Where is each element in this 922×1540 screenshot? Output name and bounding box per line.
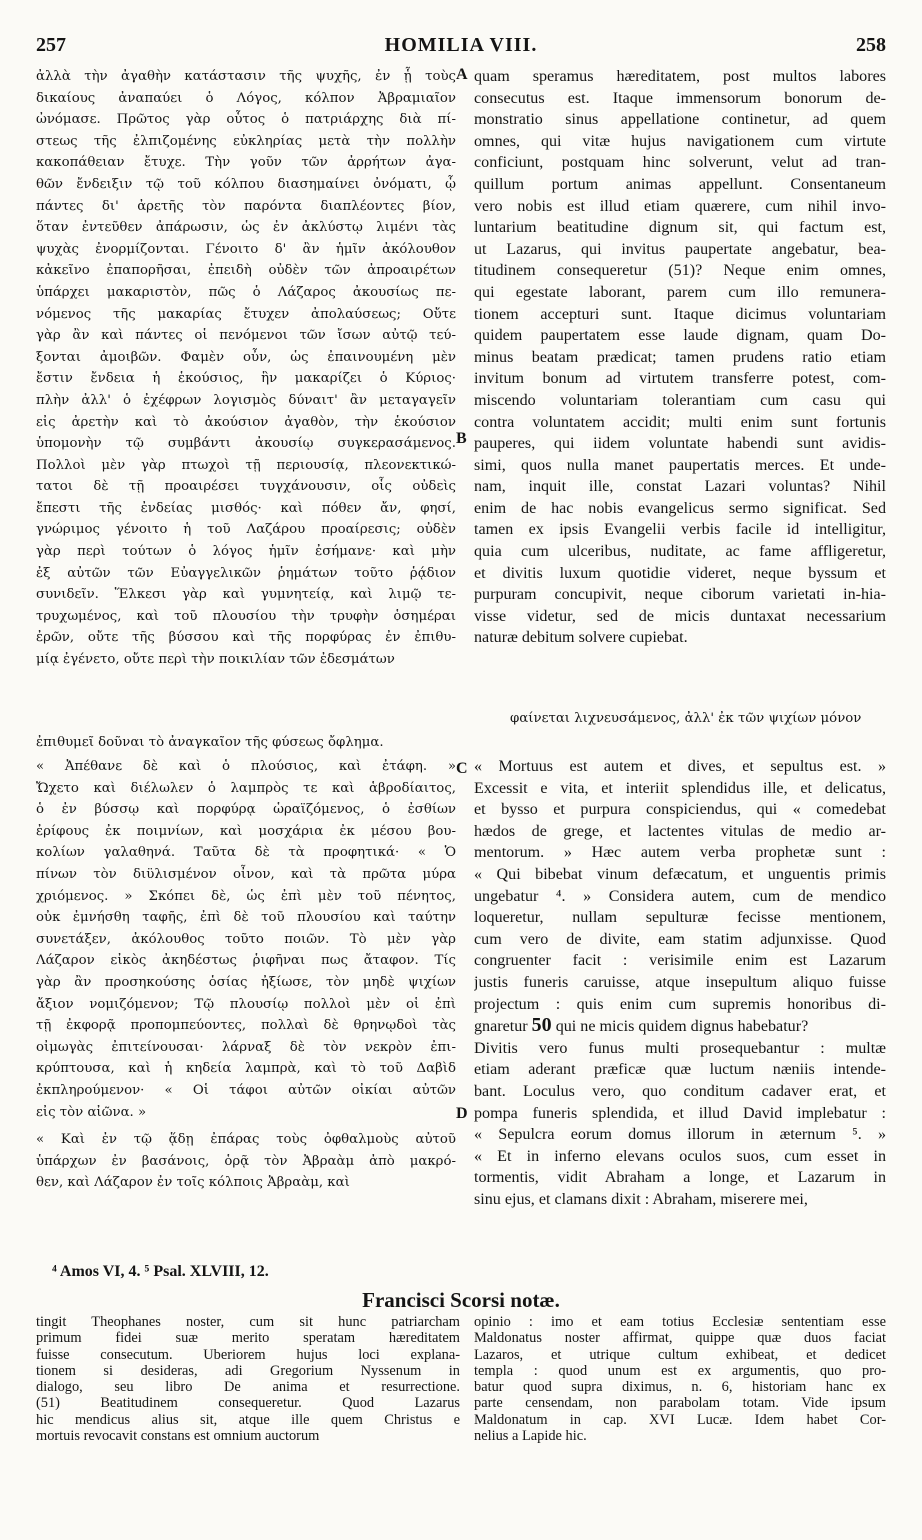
notes-right-line: templa : quod unum est ex argumentis, quo pro- <box>474 1362 886 1379</box>
greek-line: στεως τῆς ἐλπιζομένης εὐκληρίας μετὰ τὴν πολλὴν <box>36 133 456 149</box>
greek2-line: κρύπτουσα, καὶ ἡ κηδεία λαμπρὰ, καὶ τὸ τοῦ Δαβὶδ <box>36 1061 456 1077</box>
notes-left-line: mortuis revocavit constans est omnium auctorum <box>36 1428 320 1445</box>
latin-text-block-2 <box>474 756 886 1015</box>
latin-line: monstratio sinus appellatione continetur, ad quem <box>474 111 886 129</box>
greek3-line: ὑπάρχων ἐν βασάνοις, ὁρᾷ τὸν Ἀβραὰμ ἀπὸ μακρό- <box>36 1153 456 1169</box>
latin-line: vero nobis est illud etiam quærere, cum nihil invo- <box>474 197 886 215</box>
greek-column <box>36 66 456 671</box>
latin-line: simi, quos nulla manet paupertatis merces. Et unde- <box>474 456 886 474</box>
greek3-line: « Καὶ ἐν τῷ ᾅδῃ ἐπάρας τοὺς ὀφθαλμοὺς αὐτοῦ <box>36 1132 456 1147</box>
greek2-line: Λάζαρον εἰκὸς ἀκηδέστως ῥιφῆναι πως ἄταφον. Τίς <box>36 953 456 969</box>
latin2-line: « Qui bibebat vinum defæcatum, et unguentis primis <box>474 865 886 883</box>
margin-letter-b: B <box>456 430 467 447</box>
notes-right-line: nelius a Lapide hic. <box>474 1428 587 1445</box>
greek2-line: Ὤχετο καὶ διέλωλεν ὁ λαμπρὸς τε καὶ ἁβροδίαιτος, <box>36 780 456 796</box>
latin-line: naturæ debitum solvere cupiebat. <box>474 629 688 647</box>
latin2-line: loqueretur, nullam sepulturæ fecisse mentionem, <box>474 909 886 927</box>
latin2-line: tormentis, vidit Abraham a longe, et Lazarum in <box>474 1169 886 1187</box>
latin2-line: sinu ejus, et clamans dixit : Abraham, miserere mei, <box>474 1190 808 1208</box>
notes-right-line: parte censendam, non parabolam totam. Vide ipsum <box>474 1395 886 1412</box>
latin2-line: etiam aderant præficæ quæ luctum næniis intende- <box>474 1061 886 1079</box>
notes-right-line: Maldonatum in cap. XVI Lucæ. Idem habet Cor- <box>474 1411 886 1428</box>
greek-line: ὠνόμασε. Πρῶτος γὰρ οὗτος ὁ πατριάρχης διὰ πί- <box>36 112 456 128</box>
greek-line: εἰς ἀρετὴν καὶ τὸ ἀκούσιον ἀγαθὸν, τὴν ἑκούσιον <box>36 414 456 430</box>
greek2-line: ἐκπληρούμενον· « Οἱ τάφοι αὐτῶν οἰκίαι αὐτῶν <box>36 1082 456 1098</box>
greek-line: γνώριμος γένοιτο ἡ τοῦ Λαζάρου προαίρεσις; οὐδὲν <box>36 522 456 538</box>
latin-line: minus beatam prædicat; tamen prudens ratio etiam <box>474 348 886 366</box>
latin2-line: congruenter facit : verisimile enim est Lazarum <box>474 952 886 970</box>
greek-line: ὅταν ἐντεῦθεν ἀπάρωσιν, ὡς ἐν ἀκλύστῳ λιμένι τὰς <box>36 220 456 236</box>
latin2-line: Excessit e vita, et interiit splendidus ille, et delicatus, <box>474 779 886 797</box>
greek-line: κἀκεῖνο ἐπαπορῆσαι, ἐπειδὴ οὐδὲν τῶν ἀπροαιρέτων <box>36 263 456 279</box>
greek-line: πλὴν ἀλλ' ὁ ἐχέφρων λογισμὸς δύναιτ' ἂν μεταγαγεῖν <box>36 392 456 408</box>
latin-line: contra voluntatem accidit; multi enim sunt fortunis <box>474 413 886 431</box>
latin2-line: justis funeris caruisse, atque insepultum aliquo fuisse <box>474 973 886 991</box>
greek-line: νόμενος τῆς μακαρίας ἔτυχεν ἀπολαύσεως; Οὔτε <box>36 306 456 322</box>
footnote-references: ⁴ Amos VI, 4. ⁵ Psal. XLVIII, 12. <box>52 1263 269 1280</box>
latin2-line: ungebatur ⁴. » Considera autem, cum de mendico <box>474 887 886 905</box>
greek2-line: τῇ ἐκφορᾷ προπομπεύοντες, πολλαὶ δὲ θρηνῳδοὶ τὰς <box>36 1018 456 1034</box>
greek2-line: ὁ ἐν βύσσῳ καὶ πορφύρᾳ ὡραϊζόμενος, ὁ ἐσθίων <box>36 802 456 818</box>
greek-line: τρυχωμένος, καὶ τοῦ πλουσίου τὴν τρυφὴν ὁσημέραι <box>36 608 456 624</box>
notes-left-line: (51) Beatitudinem consequeretur. Quod Lazarus <box>36 1395 460 1412</box>
greek-line: γὰρ περὶ τούτων ὁ λόγος ἡμῖν ἐσήμανε· καὶ μὴν <box>36 544 456 560</box>
greek-text-block-2 <box>36 756 456 1123</box>
greek-line: κακοπάθειαν ἔτυχε. Τὴν γοῦν τῶν ἀρρήτων ἀγα- <box>36 155 456 171</box>
greek-line: ὑπάρχει μακαριστὸν, πῶς ὁ Λάζαρος ἀκουσίως πε- <box>36 284 456 300</box>
latin-line: nam, inquit ille, constat Lazari voluntas? Nihil <box>474 478 886 496</box>
greek-line: δικαίους ἀναπαύει ὁ Λόγος, κόλπον Ἀβραμιαῖον <box>36 90 456 106</box>
notes-left-line: tionem si desideras, adi Gregorium Nyssenum in <box>36 1362 460 1379</box>
latin2-line: « Mortuus est autem et dives, et sepultus est. » <box>474 758 886 775</box>
greek2-line: « Ἀπέθανε δὲ καὶ ὁ πλούσιος, καὶ ἐτάφη. » <box>36 759 456 774</box>
latin2-line: hædos de grege, et lactentes vitulas de medio ar- <box>474 822 886 840</box>
latin-line: quia cum ulceribus, nuditate, ac fame affligeretur, <box>474 543 886 561</box>
greek2-line: οἰμωγὰς ἐπιτείνουσαι· λάρναξ δὲ τὸν νεκρὸν ἐπι- <box>36 1039 456 1055</box>
latin-line: tamen ex ipsis Evangelii verbis facile id intelligitur, <box>474 521 886 539</box>
greek-line: Πολλοὶ μὲν γὰρ πτωχοὶ τῇ περιουσίᾳ, πλεονεκτικώ- <box>36 457 456 473</box>
notes-right-column <box>474 1314 886 1444</box>
latin-line: consecutus est. Itaque immensorum bonorum de- <box>474 89 886 107</box>
notes-left-line: dialogo, seu libro De anima et resurrectione. <box>36 1379 460 1396</box>
latin-line: ut Lazarus, qui invitus paupertate angebatur, bea- <box>474 240 886 258</box>
margin-letter-a: A <box>456 66 468 83</box>
latin-line: luntarium beatitudine dignum sit, qui factum est, <box>474 219 886 237</box>
greek-line: ἔπεστι τῆς ἐνδείας μισθός· καὶ πόθεν ἄν, φησί, <box>36 500 456 516</box>
latin-line: enim de hac nobis evangelicus sermo significat. Sed <box>474 499 886 517</box>
greek-line: συνιδεῖν. Ἕλκεσι γὰρ καὶ γυμνητείᾳ, καὶ λιμῷ τε- <box>36 587 456 603</box>
greek-line: ψυχὰς ἐνορμίζονται. Γένοιτο δ' ἂν ἡμῖν ἀκόλουθον <box>36 241 456 257</box>
latin2-line: bant. Loculus vero, quo conditum cadaver erat, et <box>474 1082 886 1100</box>
latin-line: qui egestate laborant, parem cum illo remunera- <box>474 283 886 301</box>
page-number-left: 257 <box>36 34 66 56</box>
latin-line: miscendo voluntariam tolerantiam cum casu qui <box>474 391 886 409</box>
notes-right-line: opinio : imo et eam totius Ecclesiæ sententiam esse <box>474 1314 886 1330</box>
notes-right-line: Maldonatus noster affirmat, quippe quæ duos faciat <box>474 1330 886 1347</box>
greek2-line: κολίων γαλαθηνά. Ταῦτα δὲ τὰ προφητικά· « Ὁ <box>36 845 456 861</box>
latin2-line: mentorum. » Hæc autem verba prophetæ sunt : <box>474 844 886 862</box>
latin-line: pauperes, qui iidem voluntate habendi sunt avidis- <box>474 435 886 453</box>
greek-cross-line-right: φαίνεται λιχνευσάμενος, ἀλλ' ἐκ τῶν ψιχίων μόνον <box>510 711 862 726</box>
latin2-line: pompa funeris splendida, et illud David implebatur : <box>474 1104 886 1122</box>
notes-left-line: tingit Theophanes noster, cum sit hunc patriarcham <box>36 1314 460 1330</box>
latin2-line: « Et in inferno elevans oculos suos, cum esset in <box>474 1147 886 1165</box>
greek-line: πάντες δι' ἀρετῆς τὸν παρόντα διαπλέοντες βίον, <box>36 198 456 214</box>
greek-line: θῶν ἔνδειξιν τῷ τοῦ κόλπου διασημαίνει ὀνόματι, ᾧ <box>36 176 456 192</box>
latin-line: visse videtur, sed de micis duntaxat necessarium <box>474 607 886 625</box>
greek2-line: ἄξιον νομιζόμενον; Τῷ πλουσίῳ πολλοὶ μὲν οἱ ἐπὶ <box>36 996 456 1012</box>
greek-cross-line-left: ἐπιθυμεῖ δοῦναι τὸ ἀναγκαῖον τῆς φύσεως ὄφλημα. <box>36 735 384 750</box>
page-number-right: 258 <box>856 34 886 56</box>
latin2-line: et bysso et purpura conspiciendus, qui « comedebat <box>474 801 886 819</box>
greek2-line: πίνων τὸν διϋλισμένον οἶνον, καὶ τὰ πρῶτα μύρα <box>36 866 456 882</box>
latin-line: conficiunt, postquam hinc solverunt, velut ad tran- <box>474 154 886 172</box>
latin-line: omnes, qui vitæ hujus navigationem cum virtute <box>474 132 886 150</box>
latin-line-page-ref: gnaretur 50 qui ne micis quidem dignus habebatur? <box>474 1015 809 1037</box>
running-title: HOMILIA VIII. <box>384 34 538 56</box>
greek2-line: ἐρίφους ἐκ ποιμνίων, καὶ μοσχάρια ἐκ μέσου βου- <box>36 823 456 839</box>
greek-line: ἐρῶν, οὔτε τῆς βύσσου καὶ τῆς πορφύρας ἐν ἐπιθυ- <box>36 630 456 646</box>
greek3-line: θεν, καὶ Λάζαρον ἐν τοῖς κόλποις Ἀβραὰμ, καὶ <box>36 1175 350 1191</box>
greek-line: μίᾳ ἐγένετο, οὔτε περὶ τὴν ποικιλίαν τῶν ἐδεσμάτων <box>36 652 395 668</box>
greek-line: γὰρ ἂν καὶ πάντες οἱ πενόμενοι τῶν ἴσων αὐτῷ τεύ- <box>36 328 456 344</box>
notes-title: Francisci Scorsi notæ. <box>362 1288 560 1312</box>
latin2-line: cum vero de divite, eam statim adjunxisse. Quod <box>474 930 886 948</box>
margin-letter-d: D <box>456 1105 468 1122</box>
notes-left-line: hic mendicus alius sit, atque ille quem Christus e <box>36 1411 460 1428</box>
latin2-line: Divitis vero funus multi prosequebantur : multæ <box>474 1039 886 1057</box>
greek-column-3 <box>36 1129 456 1194</box>
latin-column-2 <box>474 756 886 1210</box>
greek2-line: οὐκ ἐμνήσθη ταφῆς, ἐπὶ δὲ τοῦ πλουσίου καὶ ταύτην <box>36 910 456 926</box>
greek2-line: χριόμενος. » Σκόπει δὲ, ὡς ἐπὶ μὲν τοῦ πένητος, <box>36 888 456 904</box>
notes-left-line: fuisse consecutum. Uberiorem hujus loci explana- <box>36 1346 460 1363</box>
latin2-line: projectum : quis enim cum supremis honoribus di- <box>474 995 886 1013</box>
latin-line: quidem paupertatem esse laude dignam, quam Do- <box>474 327 886 345</box>
latin2-line: « Sepulcra eorum domus illorum in æternum ⁵. » <box>474 1126 886 1144</box>
notes-left-line: primum fidei suæ merito speratam hæreditatem <box>36 1330 460 1347</box>
greek-line: ὑπομονὴν τῷ συμβάντι ἀκουσίῳ συγκερασάμενος. <box>36 436 456 452</box>
greek-line: ἀλλὰ τὴν ἀγαθὴν κατάστασιν τῆς ψυχῆς, ἐν ᾗ τοὺς <box>36 69 456 84</box>
page-reference: 50 <box>531 1015 552 1037</box>
latin-line: et divitis luxum quotidie videret, neque byssum et <box>474 564 886 582</box>
latin-line: quillum portum animas appellunt. Consentaneum <box>474 175 886 193</box>
page-header <box>36 34 886 62</box>
greek2-line: γὰρ ἂν προσηκούσης ὁσίας ἠξίωσε, τὸν μηδὲ ψιχίων <box>36 974 456 990</box>
latin-line: titudinem consequeretur (51)? Neque enim omnes, <box>474 262 886 280</box>
latin-line: quam speramus hæreditatem, post multos labores <box>474 68 886 85</box>
margin-letter-c: C <box>456 760 468 777</box>
latin-column <box>474 66 886 649</box>
greek2-line: συνετάξεν, ἀκόλουθος τοῦτο ποιῶν. Τὸ μὲν γὰρ <box>36 931 456 947</box>
notes-right-line: batur quod supra diximus, n. 6, historiam hanc ex <box>474 1379 886 1396</box>
greek-text-block-3 <box>36 1129 456 1194</box>
notes-left-column <box>36 1314 460 1444</box>
greek-line: ἔστιν ἔνδεια ἡ ἑκούσιος, ἣν μακαρίζει ὁ Κύριος· <box>36 371 456 387</box>
notes-right-line: Lazaros, et utrique cultum exhibeat, et dedicet <box>474 1346 886 1363</box>
latin-line: tionem accepturi sunt. Itaque dicimus voluntariam <box>474 305 886 323</box>
latin-text-block-3 <box>474 1038 886 1211</box>
greek2-line: εἰς τὸν αἰῶνα. » <box>36 1104 147 1120</box>
greek-line: ξονται ἀμοιβῶν. Φαμὲν οὖν, ὡς ἐπαινουμένη μὲν <box>36 349 456 365</box>
latin-text-block-1 <box>474 66 886 649</box>
greek-line: τατοι δὲ τῇ προαιρέσει τυγχάνουσιν, οἷς οὐδεὶς <box>36 479 456 495</box>
greek-line: ἐξ αὐτῶν τῶν Εὐαγγελικῶν ῥημάτων τοῦτο ῥᾴδιον <box>36 565 456 581</box>
greek-text-block-1 <box>36 66 456 671</box>
latin-line: invitum bonum ad virtutem transferre potest, com- <box>474 370 886 388</box>
greek-column-2 <box>36 756 456 1123</box>
latin-line: purpuram concupivit, neque ciborum varietati in-hia- <box>474 586 886 604</box>
